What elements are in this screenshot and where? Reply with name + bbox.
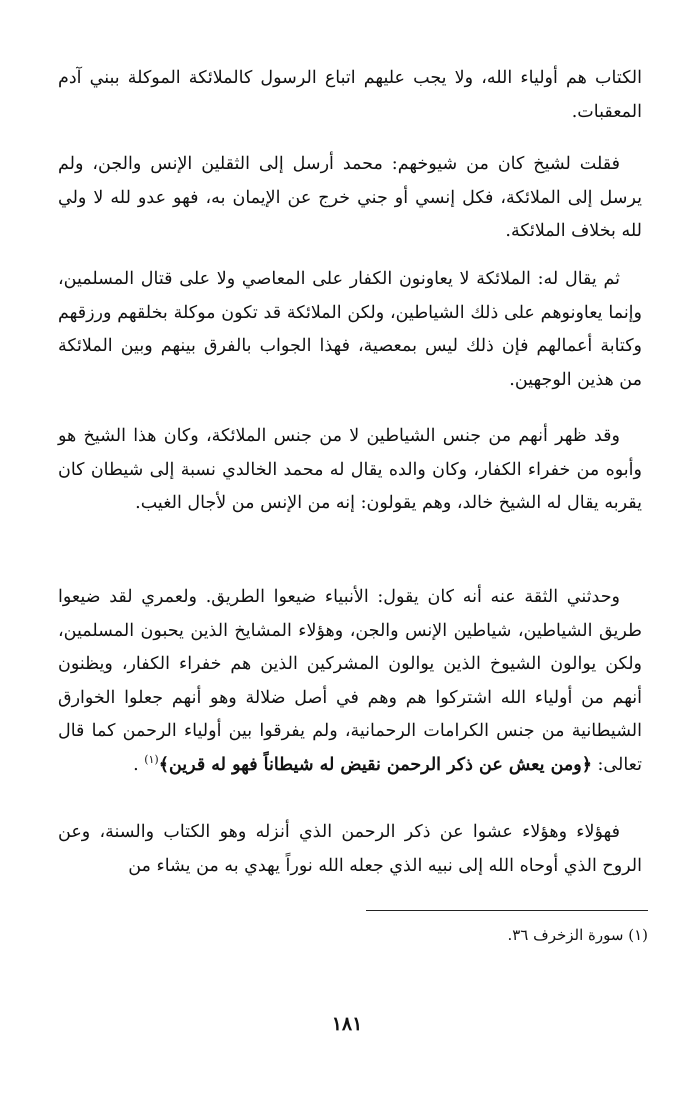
- paragraph-2: فقلت لشيخ كان من شيوخهم: محمد أرسل إلى الثقلين الإنس والجن، ولم يرسل إلى الملائكة، فكل إنسي أو جني خرج عن الإيمان به، فهو عدو لله لا ولي لله بخلاف الملائكة.: [58, 154, 642, 241]
- footnote-divider: [366, 910, 648, 911]
- footnote-reference: (١): [144, 752, 159, 766]
- quran-quote: ﴿ومن يعش عن ذكر الرحمن نقيض له شيطاناً فهو له قرين﴾: [158, 754, 592, 775]
- footnote: (١) سورة الزخرف ٣٦.: [507, 926, 648, 944]
- paragraph-5: [58, 581, 642, 782]
- page-number: ١٨١: [331, 1013, 363, 1035]
- paragraph-4: وقد ظهر أنهم من جنس الشياطين لا من جنس الملائكة، وكان هذا الشيخ هو وأبوه من خفراء الكفار، وكان والده يقال له محمد الخالدي نسبة إلى شيطان كان يقربه يقال له الشيخ خالد، وهم يقولون: إنه من الإنس من لأجال الغيب.: [58, 426, 642, 513]
- paragraph-5-text: وحدثني الثقة عنه أنه كان يقول: الأنبياء ضيعوا الطريق. ولعمري لقد ضيعوا طريق الشياطين، شياطين الإنس والجن، وهؤلاء المشايخ الذين يحبون المسلمين، ولكن يوالون الشيوخ الذين يوالون المشركين الذين هم خفراء الكفار، ويظنون أنهم من أولياء الله اشتركوا هم وهم في أصل ضلالة وهو أنهم جعلوا الخوارق الشيطانية من جنس الكرامات الرحمانية، ولم يفرقوا بين أولياء الرحمن كما قال تعالى:: [58, 587, 642, 775]
- paragraph-3: ثم يقال له: الملائكة لا يعاونون الكفار على المعاصي ولا على قتال المسلمين، وإنما يعاونوهم على ذلك الشياطين، ولكن الملائكة قد تكون موكلة بخلقهم ورزقهم وكتابة أعمالهم فإن ذلك ليس بمعصية، فهذا الجواب بالفرق بينهم وبين الملائكة من هذين الوجهين.: [58, 269, 642, 390]
- paragraph-5-end: .: [133, 754, 145, 775]
- paragraph-1: الكتاب هم أولياء الله، ولا يجب عليهم اتباع الرسول كالملائكة الموكلة ببني آدم المعقبات.: [58, 68, 642, 122]
- paragraph-6: فهؤلاء وهؤلاء عشوا عن ذكر الرحمن الذي أنزله وهو الكتاب والسنة، وعن الروح الذي أوحاه الله إلى نبيه الذي جعله الله نوراً يهدي به من يشاء من: [58, 822, 642, 876]
